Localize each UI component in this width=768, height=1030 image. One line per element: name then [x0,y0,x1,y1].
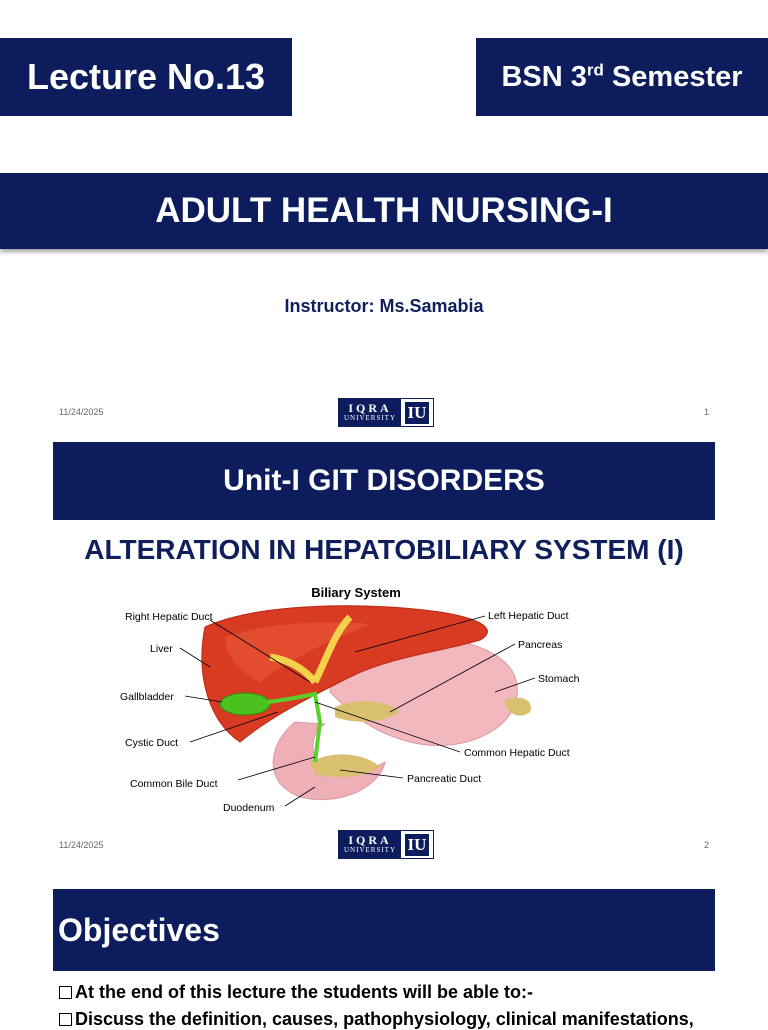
slide-date: 11/24/2025 [59,407,104,417]
slide-number: 2 [703,840,709,850]
label-pancreas: Pancreas [518,639,563,651]
label-cystic-duct: Cystic Duct [125,737,179,749]
label-gallbladder: Gallbladder [120,691,174,703]
university-logo: IQRA UNIVERSITY IU [338,830,434,859]
course-title-banner [0,173,768,249]
checkbox-bullet-icon [59,1013,72,1026]
label-common-bile-duct: Common Bile Duct [130,778,218,790]
checkbox-bullet-icon [59,986,72,999]
semester-banner [476,38,768,116]
label-stomach: Stomach [538,673,580,685]
objective-bullet: Discuss the definition, causes, pathophysiology, clinical manifestations, [59,1009,694,1030]
gallbladder-shape [220,693,270,715]
label-duodenum: Duodenum [223,802,275,814]
objectives-title: Objectives [58,911,220,948]
semester-label: BSN 3rd Semester [501,59,743,93]
label-left-hepatic-duct: Left Hepatic Duct [488,610,569,622]
label-liver: Liver [150,643,173,655]
instructor-name: Instructor: Ms.Samabia [284,296,484,316]
label-pancreatic-duct: Pancreatic Duct [407,773,482,785]
objectives-banner [53,889,715,971]
slide-date: 11/24/2025 [59,840,104,850]
diagram-title: Biliary System [311,585,401,600]
lecture-number-banner [0,38,292,116]
label-right-hepatic-duct: Right Hepatic Duct [125,611,213,623]
biliary-system-diagram [110,582,610,822]
lecture-number: Lecture No.13 [26,56,266,97]
course-title: ADULT HEALTH NURSING-I [155,191,613,230]
university-logo: IQRA UNIVERSITY IU [338,398,434,427]
slide-heading: ALTERATION IN HEPATOBILIARY SYSTEM (I) [84,534,684,565]
unit-title: Unit-I GIT DISORDERS [223,464,545,497]
slide-number: 1 [703,407,709,417]
unit-title-banner [53,442,715,520]
objective-bullet: At the end of this lecture the students will be able to:- [59,982,533,1003]
label-common-hepatic-duct: Common Hepatic Duct [464,747,570,759]
